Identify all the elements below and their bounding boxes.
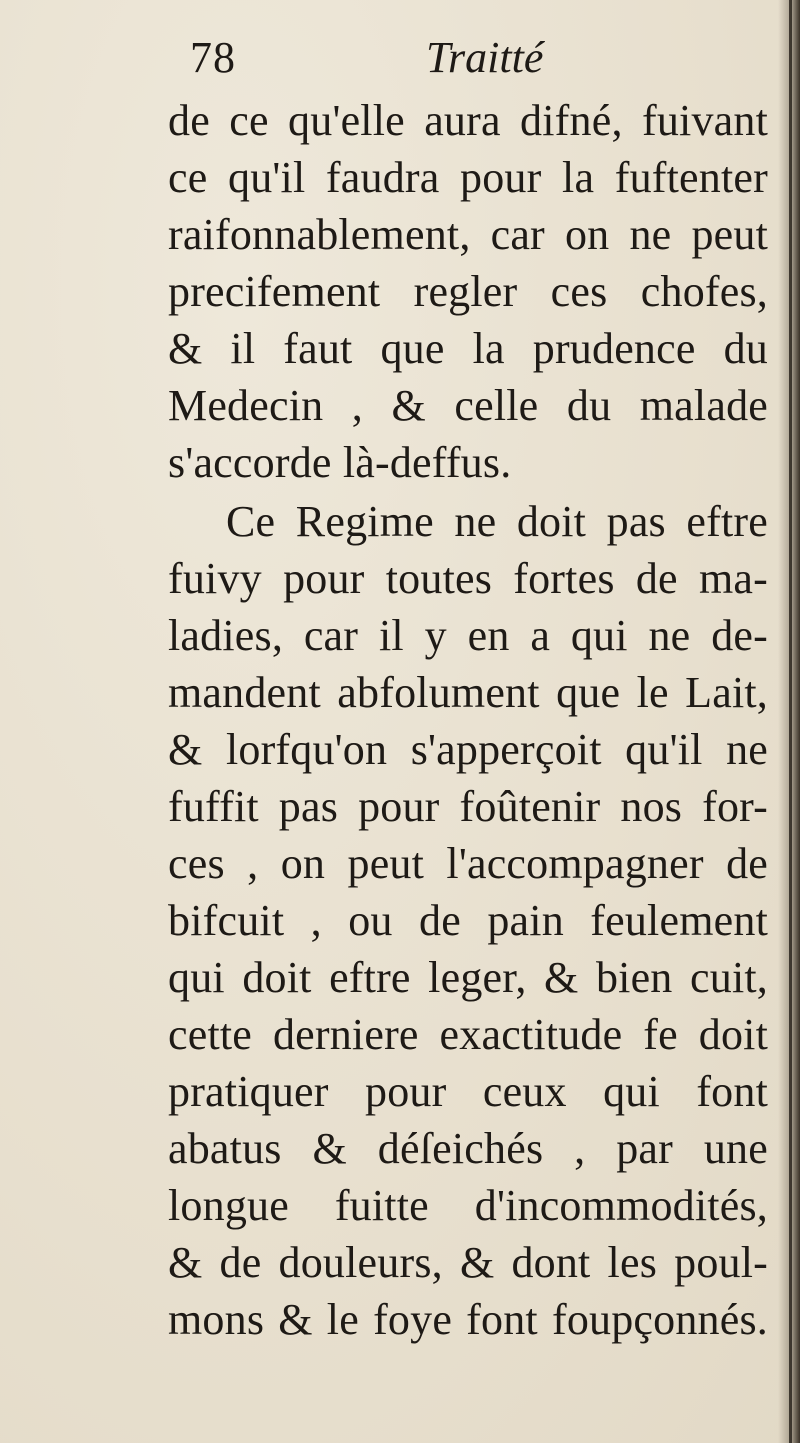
text-line: ladies, car il y en a qui ne de- <box>168 611 768 660</box>
text-line: & il faut que la prudence du <box>168 324 768 373</box>
paragraph <box>168 493 768 1348</box>
text-line: qui doit eftre leger, & bien cuit, <box>168 953 768 1002</box>
text-line: mons & le foye font foupçonnés. <box>168 1295 768 1344</box>
page-number: 78 <box>190 33 236 82</box>
text-line: de ce qu'elle aura difné, fuivant <box>168 96 768 145</box>
paragraph <box>168 92 768 491</box>
text-line: ce qu'il faudra pour la fuftenter <box>168 153 768 202</box>
text-line: & lorfqu'on s'apperçoit qu'il ne <box>168 725 768 774</box>
text-line: Ce Regime ne doit pas eftre <box>226 497 768 546</box>
body-text <box>168 92 768 1344</box>
text-line: s'accorde là-deffus. <box>168 438 512 487</box>
text-line: precifement regler ces chofes, <box>168 267 768 316</box>
text-line: raifonnablement, car on ne peut <box>168 210 768 259</box>
text-line: longue fuitte d'incommodités, <box>168 1181 768 1230</box>
text-line: bifcuit , ou de pain feulement <box>168 896 768 945</box>
page-gutter-edge <box>789 0 792 1443</box>
text-line: cette derniere exactitude fe doit <box>168 1010 768 1059</box>
text-line: pratiquer pour ceux qui font <box>168 1067 768 1116</box>
text-line: abatus & déſeichés , par une <box>168 1124 768 1173</box>
running-head: Traitté <box>426 33 544 82</box>
text-line: fuffit pas pour foûtenir nos for- <box>168 782 768 831</box>
page-header <box>190 28 750 88</box>
text-line: Medecin , & celle du malade <box>168 381 768 430</box>
text-line: fuivy pour toutes fortes de ma- <box>168 554 768 603</box>
text-line: ces , on peut l'accompagner de <box>168 839 768 888</box>
text-line: & de douleurs, & dont les poul- <box>168 1238 768 1287</box>
text-line: mandent abfolument que le Lait, <box>168 668 768 717</box>
